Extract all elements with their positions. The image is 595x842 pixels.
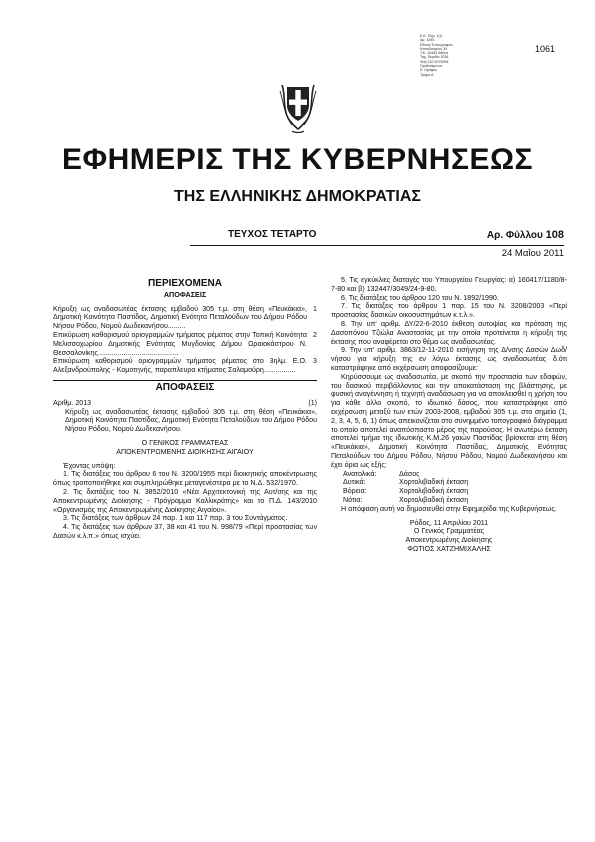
imprint-line: Α' Ορόφου (420, 68, 438, 73)
toc-entry-text: Κήρυξη ως αναδασωτέας έκτασης εμβαδού 305 τ.μ. στη θέση «Πευκάκια», Δημοτική Κοινότητα Παστίδας, Δημοτική Ενότητα Πεταλούδων του Δήμου Ρόδου Νήσου Ρόδου, Νομού Δωδεκανήσου......... (53, 304, 307, 331)
boundary-value: Χορτολιβαδική έκταση (399, 478, 469, 487)
contents-heading: ΠΕΡΙΕΧΟΜΕΝΑ (148, 278, 222, 289)
imprint-line: Ε.Ε. Παρ. 1(I) (420, 34, 442, 38)
toc-entry-page: 1 (313, 304, 317, 313)
toc-entry[interactable] (53, 331, 317, 357)
gazette-title: ΕΦΗΜΕΡΙΣ ΤΗΣ ΚΥΒΕΡΝΗΣΕΩΣ (61, 143, 534, 176)
clause: 1. Τις διατάξεις του άρθρου 6 του Ν. 3200/1955 περί διοικητικής αποκέντρωσης όπως τροποποιήθηκε και συμπληρώθηκε μεταγενέστερα με το Ν.Δ. 532/1970. (53, 470, 317, 488)
boundary-direction: Δυτικά: (343, 478, 366, 487)
imprint-line: Τμήμα Α' (420, 72, 435, 77)
page-number: 1061 (535, 44, 556, 54)
clause: 6. Τις διατάξεις του άρθρου 120 του Ν. 1892/1990. (341, 293, 499, 302)
imprint-line: Τ.Κ. 10432 Αθήνα (420, 51, 449, 56)
clause: 9. Την υπ' αριθμ. 3863/12-11-2010 εισήγηση της Δ/νσης Δασών Δωδ/νήσου για κήρυξη της εν λόγω έκτασης ως αναδασωτέας δ.ότι καταστράφηκε από εκχέρσωση αποφασίζουμε: (331, 346, 567, 372)
coat-of-arms-icon (276, 75, 320, 135)
header-divider (190, 245, 564, 246)
imprint-line: Εθνικό Τυπογραφείο (420, 42, 453, 47)
toc-entry-text: Επικύρωση καθορισμού οριογραμμών τμήματος ρέματος στο 3ηλμ. Ε.Ο. Αλεξανδρούπολης - Κομοτηνής, παραπλευρα κτήματος Σαλαμούρη................ (53, 357, 307, 375)
sheet-label: Αρ. Φύλλου (486, 230, 543, 241)
toc-entry[interactable] (53, 357, 317, 375)
boundary-value: Χορτολιβαδική έκταση (399, 487, 469, 496)
imprint-line: Προϊστάμενος (420, 64, 443, 69)
right-column (331, 276, 567, 554)
boundaries-list (331, 470, 567, 505)
boundary-value: Δάσος (399, 469, 420, 478)
volume-label: ΤΕΥΧΟΣ ΤΕΤΑΡΤΟ (228, 229, 317, 240)
boundary-direction: Βόρεια: (343, 487, 367, 496)
clause: 3. Τις διατάξεις των άρθρων 24 παρ. 1 και 117 παρ. 3 του Συντάγματος. (63, 514, 288, 523)
issue-info (190, 229, 564, 243)
decisions-subheading: ΑΠΟΦΑΣΕΙΣ (163, 289, 207, 299)
boundary-direction: Ανατολικά: (343, 469, 377, 478)
clause: 8. Την υπ' αριθμ. ΔΥ/22-6-2010 έκθεση αυτοψίας και πρόταση της Δασοπόνου Τζιώλα Αναστασίας με την οποία προτείνεται η κήρυξη της έκτασης που αναφέρεται στο θέμα ως αναδασωτέας. (331, 319, 567, 346)
clause: 4. Τις διατάξεις των άρθρων 37, 38 και 41 του Ν. 998/79 «Περί προστασίας των Δασών κ.λ.π.» όπως ισχύει. (53, 523, 317, 540)
authority-line-1: Ο ΓΕΝΙΚΟΣ ΓΡΑΜΜΑΤΕΑΣ (141, 438, 229, 447)
publication-order: Η απόφαση αυτή να δημοσιευθεί στην Εφημερίδα της Κυβερνήσεως. (341, 504, 557, 513)
gazette-subtitle: ΤΗΣ ΕΛΛΗΝΙΚΗΣ ΔΗΜΟΚΡΑΤΙΑΣ (174, 188, 421, 205)
toc-entry-page: 3 (313, 357, 317, 366)
imprint-line: Φαξ 210 5279054 (420, 59, 449, 64)
boundary-value: Χορτολιβαδική έκταση (399, 495, 469, 504)
authority-line-2: ΑΠΟΚΕΝΤΡΩΜΕΝΗΣ ΔΙΟΙΚΗΣΗΣ ΑΙΓΑΙΟΥ (116, 447, 254, 456)
signature-place-date: Ρόδος, 11 Απριλίου 2011 (409, 518, 489, 527)
printer-imprint (420, 34, 520, 77)
imprint-line: Αρ. 4245 (420, 38, 435, 43)
imprint-line: Ταχ. Θυρίδα 3036 (420, 55, 449, 60)
toc-entry-page: 2 (313, 330, 317, 339)
decision-number-row (53, 399, 317, 408)
clause: 2. Τις διατάξεις του Ν. 3852/2010 «Νέα Αρχιτεκτονική της Αυτ/σης και της Αποκεντρωμένης Διοίκησης - Πρόγραμμα Καλλικράτης» και το Π.Δ. 143/2010 «Οργανισμός της Αποκεντρωμένης Διοίκησης Αιγαίου». (53, 487, 317, 514)
left-column (53, 276, 317, 541)
issue-date: 24 Μαΐου 2011 (501, 248, 564, 259)
decision-ref: (1) (308, 398, 317, 407)
toc-entry-text: Επικύρωση καθορισμού οριογραμμών τμήματος ρέματος στην Τοπική Κοινότητα Μελισσοχωρίου Δημοτικής Ενότητας Μυγδονίας Δήμου Ωραιοκάστρου Ν. Θεσσαλονίκης......................................... (53, 330, 307, 357)
signature-title-1: Ο Γενικός Γραμματέας (413, 527, 485, 536)
imprint-line: Καποδιστρίου 34 (420, 46, 448, 51)
decisions-heading: ΑΠΟΦΑΣΕΙΣ (53, 380, 317, 393)
sheet-number-label (487, 229, 564, 241)
signature-name: ΦΩΤΙΟΣ ΧΑΤΖΗΜΙΧΑΛΗΣ (407, 544, 491, 553)
boundary-direction: Νότια: (343, 495, 363, 504)
toc-entry[interactable] (53, 305, 317, 331)
clause: 5. Τις εγκύκλιες διαταγές του Υπουργείου Γεωργίας: α) 160417/1180/8-7-80 και β) 132447/3049/24-9-80. (331, 276, 567, 293)
decision-title: Κήρυξη ως αναδασωτέας έκτασης εμβαδού 305 τ.μ. στη θέση «Πευκάκια», Δημοτική Κοινότητα Παστίδας, Δημοτική Ενότητα Πεταλούδων του Δήμου Ρόδου Νήσου Ρόδου, Νομού Δωδεκανήσου. (65, 407, 317, 434)
sheet-number: 108 (545, 229, 564, 241)
signature-title-2: Αποκεντρωμένης Διοίκησης (405, 536, 493, 545)
decision-number: Αριθμ. 2013 (53, 398, 92, 407)
decision-paragraph: Κηρύσσουμε ως αναδασωτέα, με σκοπό την προστασία των εδαφών, του δασικού περιβάλλοντος και την αποκατάσταση της βλάστησης, με φυσική αναγέννηση ή τεχνητή αναδάσωση για να αποκλεισθεί η χρήση του για κάθε άλλο σκοπό, το ιδιωτικό δάσος, που καταστράφηκε από εκχέρσωση μεταξύ των ετών 2003-2008, εμβαδού 305 τ.μ. στο σημεία (1, 2, 3, 4, 5, 6, 1) όπως απεικονίζεται στο συνημμένο τοπογραφικό διάγραμμα το οποίο αποτελεί αναπόσπαστο μέρος της παρούσας. Η ανωτέρω έκταση αποτελεί τμήμα της ιδιωτικής Κ.Μ.26 γαιών Παστίδας βρίσκεται στη θέση «Πευκάκια», Δημοτική Κοινότητα Παστίδας, Δημοτικής Ενότητας Πεταλούδων του Δήμου Ρόδου, Νήσου Ρόδου, Νομού Δωδεκανήσου και έχει όρια ως εξής: (331, 372, 567, 469)
clause: 7. Τις διατάξεις του άρθρου 1 παρ. 15 του Ν. 3208/2003 «Περί προστασίας δασικών οικοσυστημάτων κ.τ.λ.». (331, 302, 567, 320)
considering-label: Έχοντας υπόψη: (63, 461, 116, 470)
